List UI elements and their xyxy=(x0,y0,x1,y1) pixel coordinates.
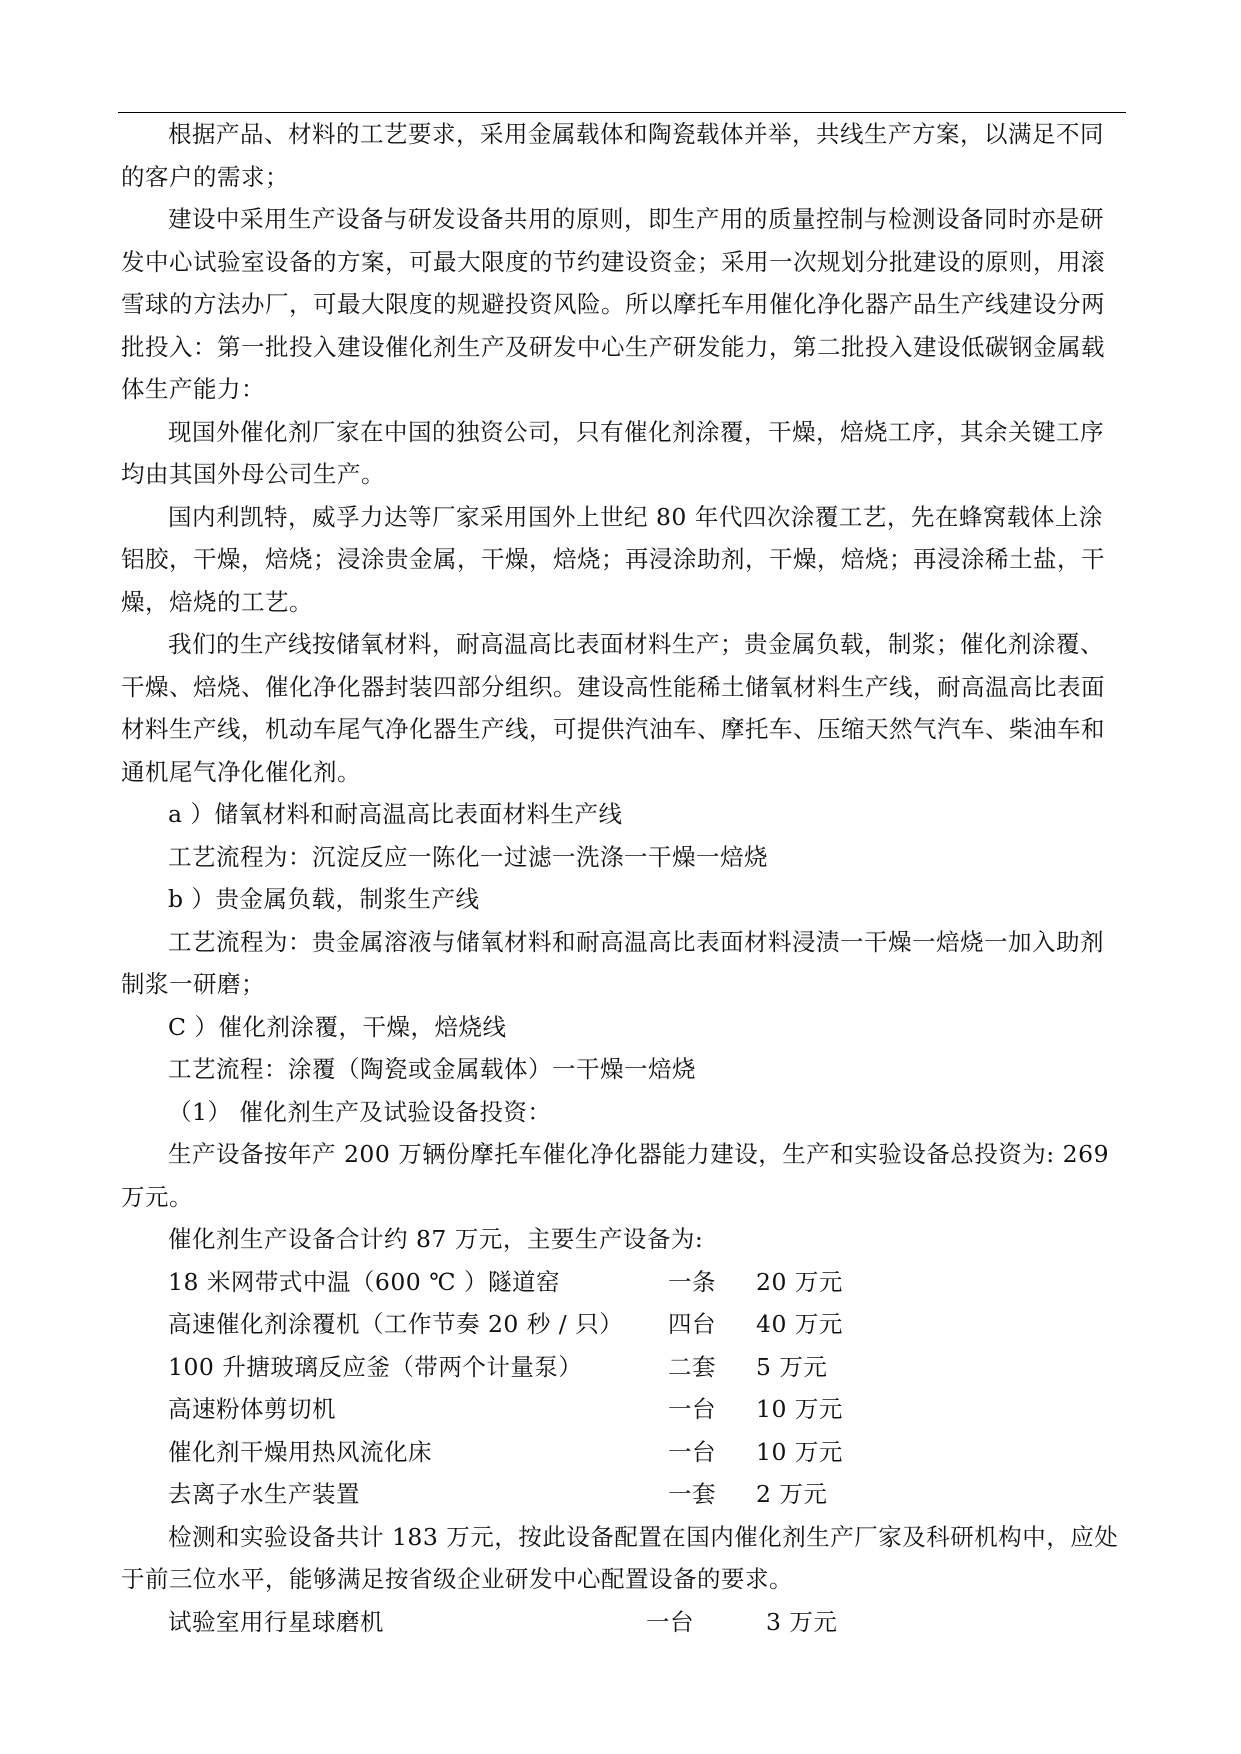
equipment-qty: 一台 xyxy=(668,1437,716,1466)
equipment-row xyxy=(168,1261,1126,1304)
equipment-name: 高速催化剂涂覆机（工作节奏 20 秒 / 只） xyxy=(168,1310,624,1338)
process-flow-b: 工艺流程为：贵金属溶液与储氧材料和耐高温高比表面材料浸渍一干燥一焙烧一加入助剂制浆一研磨； xyxy=(121,927,1104,998)
equipment-cost: 3 万元 xyxy=(766,1607,838,1636)
paragraph: 检测和实验设备共计 183 万元，按此设备配置在国内催化剂生产厂家及科研机构中，应处于前三位水平，能够满足按省级企业研发中心配置设备的要求。 xyxy=(121,1522,1119,1593)
equipment-cost: 10 万元 xyxy=(756,1437,843,1466)
equipment-list xyxy=(121,1261,1126,1516)
line-item-c: C ）催化剂涂覆，干燥，焙烧线 xyxy=(168,1012,507,1041)
equipment-qty: 一台 xyxy=(646,1607,694,1636)
equipment-cost: 5 万元 xyxy=(756,1352,828,1381)
equipment-name: 高速粉体剪切机 xyxy=(168,1395,336,1423)
paragraph: 生产设备按年产 200 万辆份摩托车催化净化器能力建设，生产和实验设备总投资为: 269 万元。 xyxy=(121,1140,1110,1211)
equipment-name: 试验室用行星球磨机 xyxy=(168,1607,384,1636)
paragraph: 现国外催化剂厂家在中国的独资公司，只有催化剂涂覆，干燥，焙烧工序，其余关键工序均由其国外母公司生产。 xyxy=(121,417,1104,488)
equipment-qty: 一台 xyxy=(668,1395,716,1423)
document-body xyxy=(121,113,1126,1643)
paragraph: 催化剂生产设备合计约 87 万元，主要生产设备为: xyxy=(168,1225,704,1253)
paragraph: 我们的生产线按储氧材料，耐高温高比表面材料生产；贵金属负载，制浆；催化剂涂覆、干燥、焙烧、催化净化器封装四部分组织。建设高性能稀土储氧材料生产线，耐高温高比表面材料生产线，机动车尾气净化器生产线，可提供汽油车、摩托车、压缩天然气汽车、柴油车和通机尾气净化催化剂。 xyxy=(121,630,1105,786)
equipment-name: 去离子水生产装置 xyxy=(168,1480,360,1508)
process-flow-a: 工艺流程为：沉淀反应一陈化一过滤一洗涤一干燥一焙烧 xyxy=(168,842,768,871)
paragraph: 国内利凯特，威孚力达等厂家采用国外上世纪 80 年代四次涂覆工艺，先在蜂窝载体上涂铝胶，干燥，焙烧；浸涂贵金属，干燥，焙烧；再浸涂助剂，干燥，焙烧；再浸涂稀土盐，干燥，焙烧的工艺。 xyxy=(121,502,1105,616)
paragraph: 根据产品、材料的工艺要求，采用金属载体和陶瓷载体并举，共线生产方案，以满足不同的客户的需求； xyxy=(121,120,1104,191)
equipment-row xyxy=(168,1601,1126,1644)
equipment-qty: 四台 xyxy=(668,1310,716,1338)
equipment-row xyxy=(168,1431,1126,1474)
equipment-qty: 一套 xyxy=(668,1480,716,1508)
paragraph: 建设中采用生产设备与研发设备共用的原则，即生产用的质量控制与检测设备同时亦是研发中心试验室设备的方案，可最大限度的节约建设资金；采用一次规划分批建设的原则，用滚雪球的方法办厂，可最大限度的规避投资风险。所以摩托车用催化净化器产品生产线建设分两批投入：第一批投入建设催化剂生产及研发中心生产研发能力，第二批投入建设低碳钢金属载体生产能力： xyxy=(121,205,1105,403)
equipment-row xyxy=(168,1473,1126,1516)
equipment-row xyxy=(168,1346,1126,1389)
equipment-name: 18 米网带式中温（600 ℃ ）隧道窑 xyxy=(168,1267,560,1296)
process-flow-c: 工艺流程：涂覆（陶瓷或金属载体）一干燥一焙烧 xyxy=(168,1055,696,1083)
equipment-cost: 2 万元 xyxy=(756,1480,828,1508)
equipment-row xyxy=(168,1388,1126,1431)
equipment-cost: 10 万元 xyxy=(756,1395,843,1423)
equipment-qty: 二套 xyxy=(668,1352,716,1381)
equipment-cost: 20 万元 xyxy=(756,1267,843,1296)
equipment-qty: 一条 xyxy=(668,1267,716,1296)
line-item-b: b ）贵金属负载，制浆生产线 xyxy=(168,885,480,913)
equipment-row xyxy=(168,1303,1126,1346)
equipment-cost: 40 万元 xyxy=(756,1310,843,1338)
line-item-a: a ）储氧材料和耐高温高比表面材料生产线 xyxy=(168,800,623,828)
section-heading: （1） 催化剂生产及试验设备投资： xyxy=(168,1097,552,1126)
equipment-name: 100 升搪玻璃反应釜（带两个计量泵） xyxy=(168,1352,583,1381)
equipment-name: 催化剂干燥用热风流化床 xyxy=(168,1437,432,1466)
